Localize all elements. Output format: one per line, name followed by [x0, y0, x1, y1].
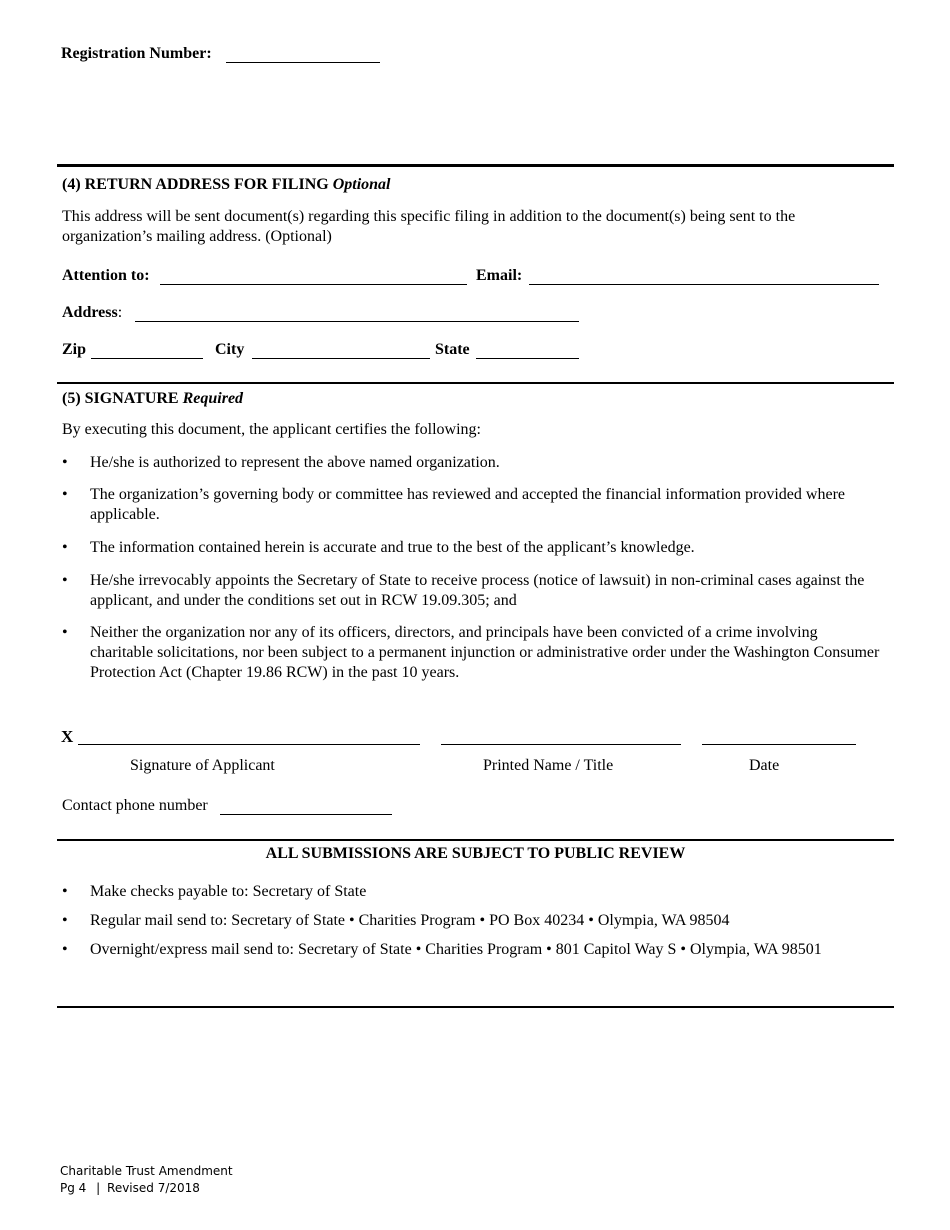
section-divider-review: [57, 839, 894, 841]
printed-name-field[interactable]: [441, 744, 681, 745]
address-field[interactable]: [135, 321, 579, 322]
bullet-icon: •: [62, 486, 68, 503]
certification-text: He/she irrevocably appoints the Secretary of State to receive process (notice of lawsuit) in non-criminal cases against the applicant, and under the conditions set out in RCW 19.09.305; and: [90, 572, 865, 609]
section5-heading: [62, 390, 243, 408]
section-divider-signature: [57, 382, 894, 384]
section-divider-bottom: [57, 1006, 894, 1008]
bullet-icon: •: [62, 912, 68, 929]
attention-label: Attention to:: [62, 267, 150, 284]
section4-title: (4) RETURN ADDRESS FOR FILING: [62, 176, 329, 193]
section5-intro: By executing this document, the applicant certifies the following:: [62, 421, 481, 438]
section4-description: This address will be sent document(s) regarding this specific filing in addition to the document(s) being sent to the organization’s mailing address. (Optional): [62, 208, 796, 245]
registration-number-label: Registration Number:: [61, 45, 212, 62]
bullet-icon: •: [62, 572, 68, 589]
instruction-text: Make checks payable to: Secretary of State: [90, 883, 367, 900]
signature-x-mark: X: [61, 727, 74, 746]
email-label: Email:: [476, 267, 523, 284]
bullet-icon: •: [62, 454, 68, 471]
contact-phone-label: Contact phone number: [62, 797, 208, 814]
zip-label: Zip: [62, 341, 87, 358]
section5-title: (5) SIGNATURE: [62, 390, 179, 407]
section-divider-top: [57, 164, 894, 167]
footer-revised: Revised 7/2018: [107, 1181, 200, 1195]
date-caption: Date: [749, 757, 780, 774]
bullet-icon: •: [62, 941, 68, 958]
signature-field[interactable]: [78, 744, 420, 745]
certification-text: The organization’s governing body or committee has reviewed and accepted the financial information provided where applicable.: [90, 486, 845, 523]
printed-name-caption: Printed Name / Title: [483, 757, 614, 774]
footer-page-number: Pg 4: [60, 1181, 87, 1195]
attention-field[interactable]: [160, 284, 467, 285]
section4-optional-tag: Optional: [332, 176, 391, 193]
bullet-icon: •: [62, 539, 68, 556]
footer: [60, 1163, 233, 1197]
address-label-group: [62, 304, 122, 322]
bullet-icon: •: [62, 883, 68, 900]
city-label: City: [215, 341, 245, 358]
date-field[interactable]: [702, 744, 856, 745]
bullet-icon: •: [62, 624, 68, 641]
signature-caption: Signature of Applicant: [130, 757, 275, 774]
footer-form-name: Charitable Trust Amendment: [60, 1164, 233, 1178]
section4-heading: [62, 176, 391, 194]
address-label: Address: [62, 304, 118, 321]
certification-text: He/she is authorized to represent the above named organization.: [90, 454, 500, 471]
contact-phone-field[interactable]: [220, 814, 392, 815]
public-review-heading: ALL SUBMISSIONS ARE SUBJECT TO PUBLIC REVIEW: [265, 845, 686, 862]
section5-required-tag: Required: [182, 390, 244, 407]
city-field[interactable]: [252, 358, 430, 359]
certification-text: Neither the organization nor any of its officers, directors, and principals have been convicted of a crime involving charitable solicitations, nor been subject to a permanent injunction or administrative order under the Washington Consumer Protection Act (Chapter 19.86 RCW) in the past 10 years.: [90, 624, 880, 681]
certification-text: The information contained herein is accurate and true to the best of the applicant’s knowledge.: [90, 539, 695, 556]
footer-separator: |: [96, 1181, 101, 1195]
registration-number-field[interactable]: [226, 62, 380, 63]
state-label: State: [435, 341, 470, 358]
state-field[interactable]: [476, 358, 579, 359]
instruction-text: Regular mail send to: Secretary of State • Charities Program • PO Box 40234 • Olympia, WA 98504: [90, 912, 730, 929]
address-colon: :: [117, 304, 123, 321]
email-field[interactable]: [529, 284, 879, 285]
instruction-text: Overnight/express mail send to: Secretary of State • Charities Program • 801 Capitol Way S • Olympia, WA 98501: [90, 941, 822, 958]
footer-page-info: [60, 1180, 233, 1197]
zip-field[interactable]: [91, 358, 203, 359]
